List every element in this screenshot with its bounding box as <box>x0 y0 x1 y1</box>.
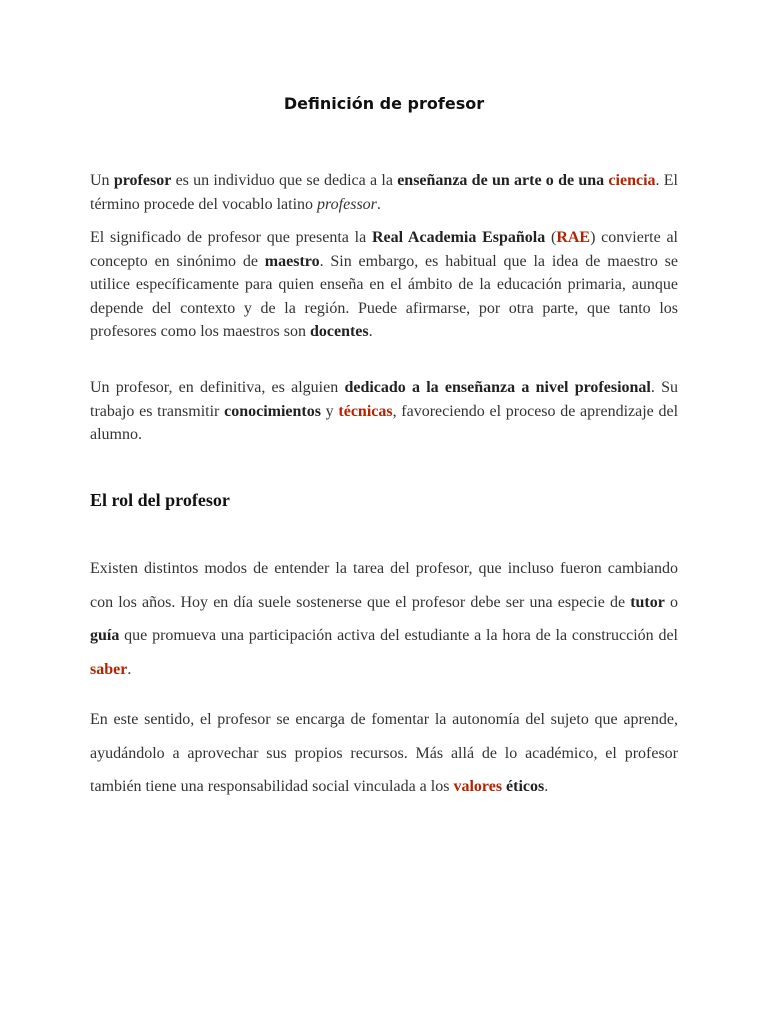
bold-term: tutor <box>630 593 665 611</box>
bold-term: profesor <box>113 172 172 189</box>
paragraph-definitiva <box>90 376 678 447</box>
text: . <box>368 323 373 340</box>
text: . <box>376 195 381 213</box>
paragraph-autonomia <box>90 703 678 804</box>
text: . El término procede del vocablo latino <box>90 172 679 213</box>
paragraph-rae <box>90 226 678 344</box>
bold-term: guía <box>90 627 120 644</box>
link-rae[interactable]: RAE <box>556 229 591 246</box>
link-tecnicas[interactable]: técnicas <box>338 402 393 420</box>
bold-term: éticos <box>506 778 545 795</box>
text: ) convierte al concepto en sinónimo de <box>90 229 678 270</box>
text: . <box>127 660 132 678</box>
text: es un individuo que se dedica a la <box>171 172 398 189</box>
text: o <box>664 593 678 611</box>
link-valores[interactable]: valores <box>453 778 503 795</box>
bold-term: conocimientos <box>224 402 321 420</box>
text: . <box>544 778 549 795</box>
text: , favoreciendo el proceso de aprendizaje del alumno. <box>90 402 679 443</box>
bold-term: dedicado a la enseñanza a nivel profesional <box>344 379 651 396</box>
text: . Sin embargo, es habitual que la idea de maestro se utilice específicamente para quien enseña en el ámbito de la educación primaria, aunque depende del contexto y de la región. Puede afirmarse, por otra parte, que tanto los profesores como los maestros son <box>90 252 678 340</box>
bold-term: enseñanza de un arte o de una <box>397 172 605 189</box>
italic-term: professor <box>317 195 377 213</box>
text: que promueva una participación activa del estudiante a la hora de la construcción del <box>119 627 678 644</box>
link-ciencia[interactable]: ciencia <box>608 172 656 189</box>
bold-term: maestro <box>264 252 320 270</box>
section-heading: El rol del profesor <box>90 490 230 510</box>
paragraph-rol <box>90 552 678 686</box>
page-title: Definición de profesor <box>283 94 485 113</box>
bold-term: Real Academia Española <box>371 229 546 246</box>
text: . Su trabajo es transmitir <box>90 379 679 420</box>
text: y <box>320 402 339 420</box>
text: Existen distintos modos de entender la tarea del profesor, que incluso fueron cambiando con los años. Hoy en día suele sostenerse que el profesor debe ser una especie de <box>90 560 678 611</box>
link-saber[interactable]: saber <box>90 660 128 678</box>
text: En este sentido, el profesor se encarga de fomentar la autonomía del sujeto que aprende, ayudándolo a aprovechar sus propios recursos. Más allá de lo académico, el profesor también tiene una responsabilidad social vinculada a los <box>90 711 678 795</box>
text: ( <box>545 229 557 246</box>
bold-term: docentes <box>309 323 369 340</box>
paragraph-definition <box>90 169 678 216</box>
text: Un profesor, en definitiva, es alguien <box>90 379 345 396</box>
text: El significado de profesor que presenta la <box>90 229 372 246</box>
text: Un <box>90 172 114 189</box>
